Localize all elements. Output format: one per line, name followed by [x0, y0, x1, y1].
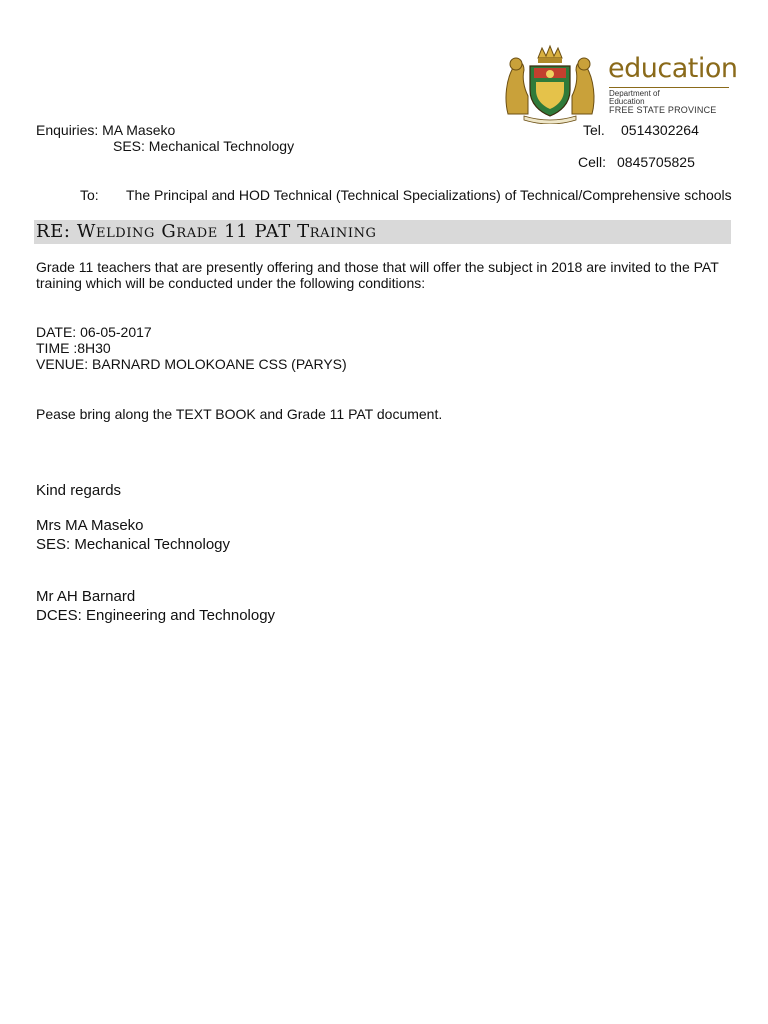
- intro-line-2: training which will be conducted under the following conditions:: [36, 275, 426, 291]
- logo-education-line: Education: [609, 97, 645, 106]
- logo-wordmark: education: [608, 53, 738, 84]
- subject-bar: [34, 220, 731, 244]
- to-recipients: The Principal and HOD Technical (Technical Specializations) of Technical/Comprehensive schools: [126, 187, 732, 203]
- signatory-2-title: DCES: Engineering and Technology: [36, 607, 276, 624]
- tel-label: Tel.: [583, 122, 605, 138]
- logo-province-line: FREE STATE PROVINCE: [609, 105, 717, 115]
- time-line: TIME :8H30: [36, 340, 111, 356]
- subject-heading: RE: Welding Grade 11 PAT Training: [36, 221, 377, 242]
- to-label: To:: [80, 187, 99, 203]
- tel-value: 0514302264: [621, 122, 699, 138]
- venue-line: VENUE: BARNARD MOLOKOANE CSS (PARYS): [36, 356, 347, 372]
- enquiries-line: Enquiries: MA Maseko: [36, 122, 176, 138]
- kind-regards: Kind regards: [36, 482, 122, 499]
- coat-of-arms-icon: [500, 44, 600, 124]
- signatory-2-name: Mr AH Barnard: [36, 588, 136, 605]
- ses-line: SES: Mechanical Technology: [113, 138, 295, 154]
- signatory-1-name: Mrs MA Maseko: [36, 517, 144, 534]
- cell-label: Cell:: [578, 154, 607, 170]
- education-logo: [500, 44, 738, 124]
- signatory-1-title: SES: Mechanical Technology: [36, 536, 231, 553]
- logo-divider: [609, 87, 729, 88]
- cell-value: 0845705825: [617, 154, 695, 170]
- date-line: DATE: 06-05-2017: [36, 324, 152, 340]
- bring-line: Pease bring along the TEXT BOOK and Grade 11 PAT document.: [36, 406, 443, 422]
- logo-department-line: Department of: [609, 89, 660, 98]
- intro-line-1: Grade 11 teachers that are presently offering and those that will offer the subject in 2018 are invited to the PAT: [36, 259, 719, 275]
